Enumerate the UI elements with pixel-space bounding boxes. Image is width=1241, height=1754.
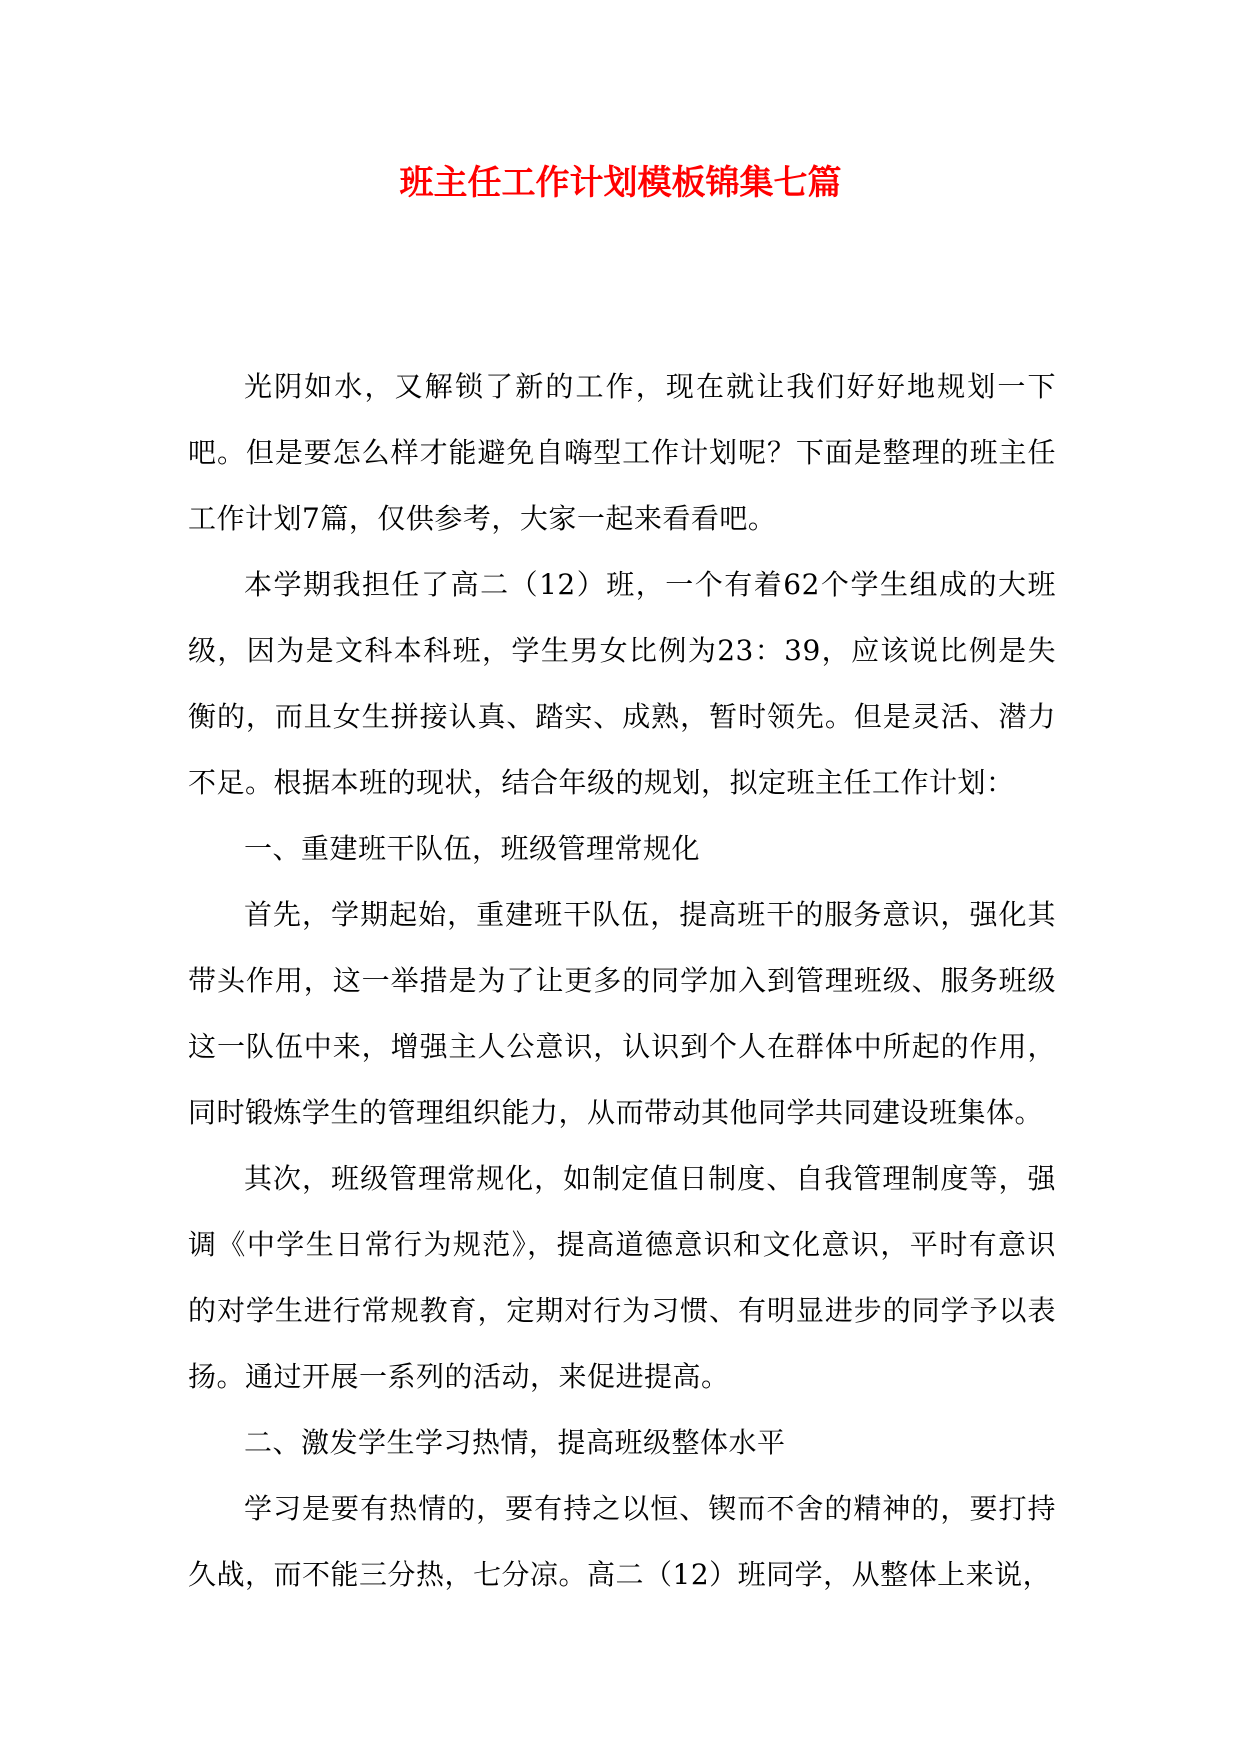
class-overview-paragraph: 本学期我担任了高二（12）班，一个有着62个学生组成的大班级，因为是文科本科班，学生男女比例为23：39，应该说比例是失衡的，而且女生拼接认真、踏实、成熟，暂时领先。但是灵活、潜力不足。根据本班的现状，结合年级的规划，拟定班主任工作计划： xyxy=(188,568,1056,799)
section-1-paragraph-2: 其次，班级管理常规化，如制定值日制度、自我管理制度等，强调《中学生日常行为规范》，提高道德意识和文化意识，平时有意识的对学生进行常规教育，定期对行为习惯、有明显进步的同学予以表扬。通过开展一系列的活动，来促进提高。 xyxy=(188,1162,1056,1393)
document-body xyxy=(188,354,1056,1608)
section-1-paragraph-1: 首先，学期起始，重建班干队伍，提高班干的服务意识，强化其带头作用，这一举措是为了让更多的同学加入到管理班级、服务班级这一队伍中来，增强主人公意识，认识到个人在群体中所起的作用，同时锻炼学生的管理组织能力，从而带动其他同学共同建设班集体。 xyxy=(188,898,1056,1129)
section-heading-1: 一、重建班干队伍，班级管理常规化 xyxy=(244,832,701,865)
section-heading-2: 二、激发学生学习热情，提高班级整体水平 xyxy=(244,1426,786,1459)
intro-paragraph: 光阴如水，又解锁了新的工作，现在就让我们好好地规划一下吧。但是要怎么样才能避免自嗨型工作计划呢？下面是整理的班主任工作计划7篇，仅供参考，大家一起来看看吧。 xyxy=(188,370,1056,535)
document-title: 班主任工作计划模板锦集七篇 xyxy=(399,163,842,203)
section-2-paragraph-1: 学习是要有热情的，要有持之以恒、锲而不舍的精神的，要打持久战，而不能三分热，七分凉。高二（12）班同学，从整体上来说， xyxy=(188,1492,1056,1591)
